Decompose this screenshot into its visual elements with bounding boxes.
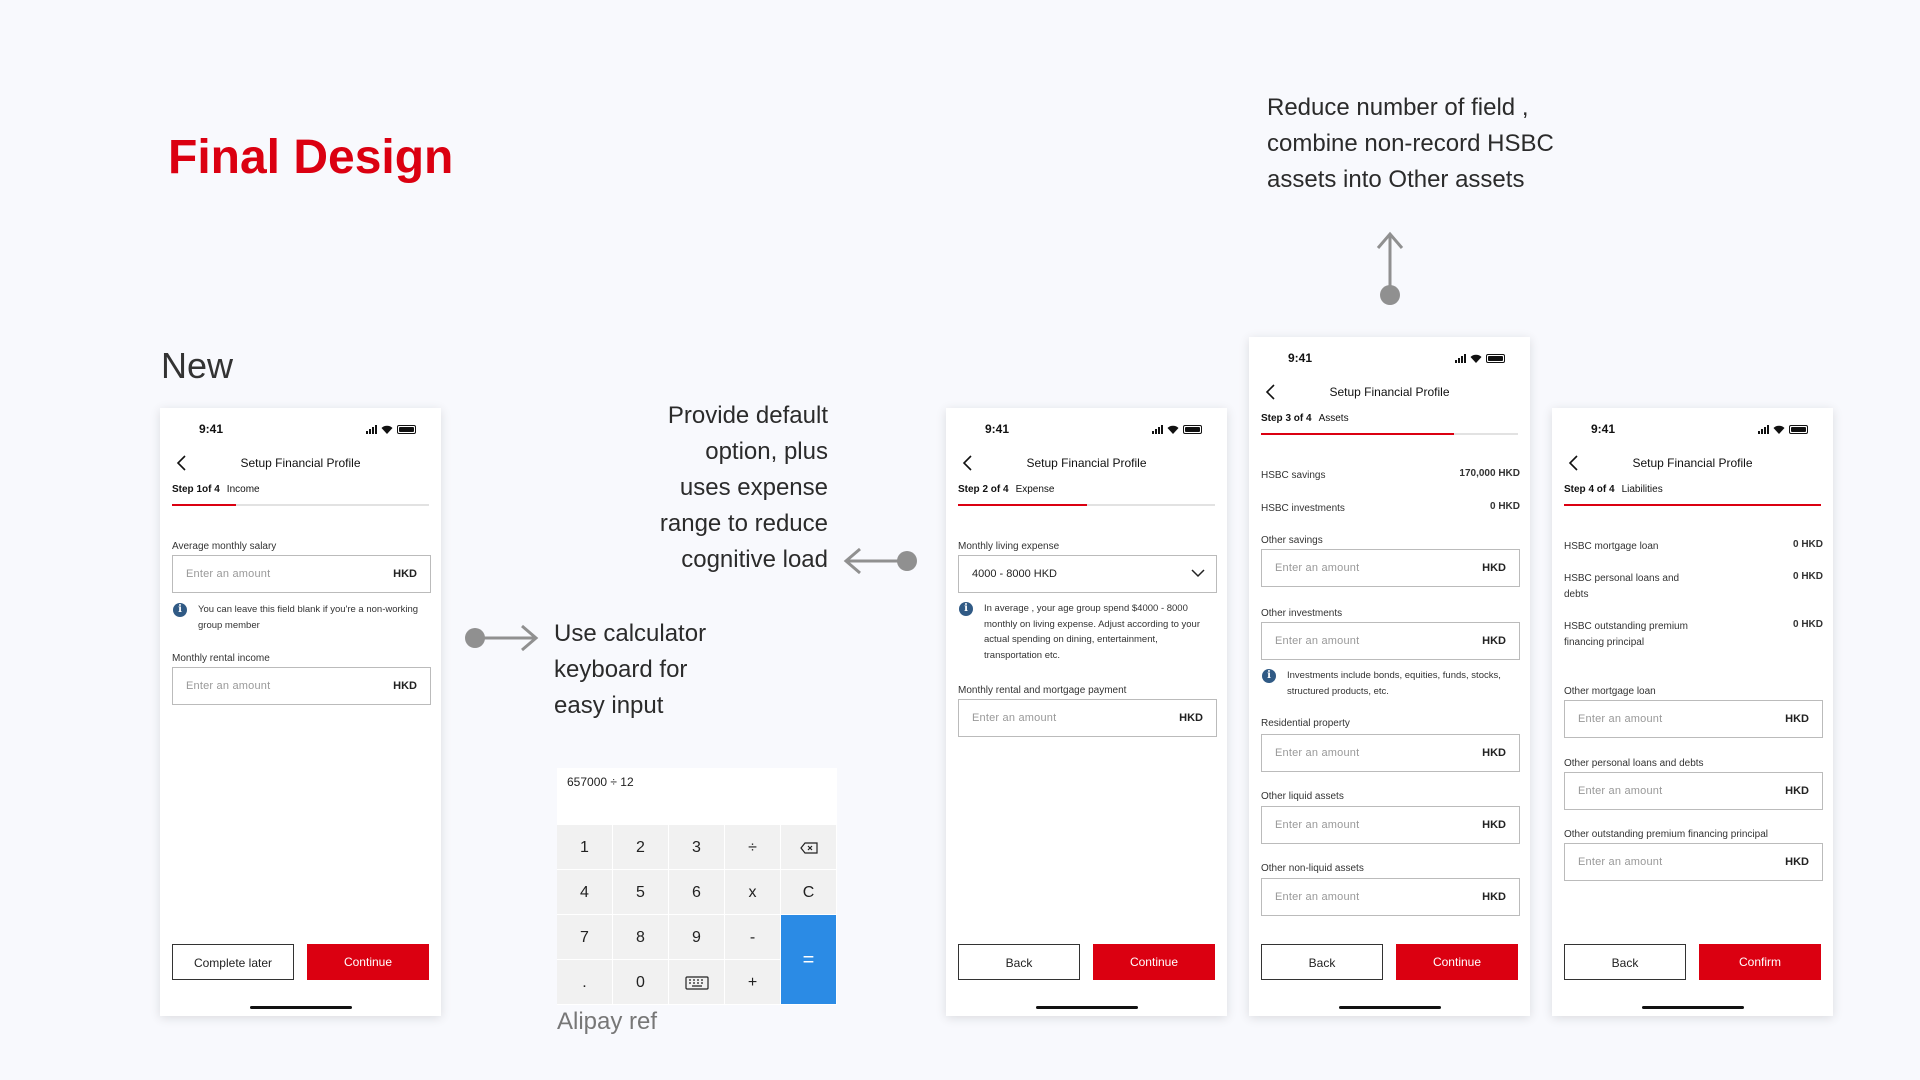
calculator-keypad: [557, 825, 837, 1005]
annotation-line: assets into Other assets: [1267, 166, 1525, 193]
wifi-icon: [1470, 354, 1482, 363]
other-personal-loans-input[interactable]: [1564, 772, 1823, 810]
continue-button[interactable]: Continue: [1093, 944, 1215, 980]
step-indicator: [1564, 484, 1663, 495]
progress-fill: [172, 504, 236, 506]
home-indicator: [250, 1006, 352, 1009]
step-name: Assets: [1318, 413, 1349, 424]
input-placeholder: Enter an amount: [1578, 713, 1663, 725]
residential-property-input[interactable]: [1261, 734, 1520, 772]
step-count: Step 1of 4: [172, 484, 220, 495]
step-indicator: [172, 484, 260, 495]
annotation-line: Reduce number of field ,: [1267, 94, 1529, 121]
row-value: 170,000 HKD: [1459, 468, 1520, 479]
currency-label: HKD: [1785, 785, 1809, 797]
field-label: Monthly rental income: [172, 653, 270, 664]
signal-icon: [366, 425, 377, 434]
currency-label: HKD: [1179, 712, 1203, 724]
page-title: Setup Financial Profile: [240, 456, 361, 470]
input-placeholder: Enter an amount: [1275, 747, 1360, 759]
input-placeholder: Enter an amount: [1275, 635, 1360, 647]
annotation-default-option: [600, 398, 828, 578]
step-name: Expense: [1015, 484, 1055, 495]
annotation-calculator: [554, 616, 706, 724]
status-bar: [946, 422, 1227, 436]
calculator-display: 657000 ÷ 12: [567, 775, 634, 789]
wifi-icon: [1773, 425, 1785, 434]
home-indicator: [1642, 1006, 1744, 1009]
key-1[interactable]: 1: [557, 825, 613, 870]
annotation-line: Provide default: [667, 402, 828, 429]
row-label: HSBC personal loans and debts: [1564, 573, 1680, 600]
back-button[interactable]: Back: [1261, 944, 1383, 980]
status-bar: [1249, 351, 1530, 365]
battery-icon: [1789, 425, 1808, 434]
row-label: HSBC mortgage loan: [1564, 541, 1659, 552]
annotation-line: combine non-record HSBC: [1267, 130, 1554, 157]
signal-icon: [1152, 425, 1163, 434]
signal-icon: [1455, 354, 1466, 363]
key-9[interactable]: 9: [669, 915, 725, 960]
row-label: HSBC outstanding premium financing principal: [1564, 621, 1688, 648]
phone-step-assets: [1249, 337, 1530, 1016]
signal-icon: [1758, 425, 1769, 434]
info-text: Investments include bonds, equities, funds, stocks, structured products, etc.: [1287, 670, 1501, 697]
status-bar: [160, 422, 441, 436]
info-icon: i: [173, 603, 187, 617]
input-placeholder: Enter an amount: [1578, 856, 1663, 868]
backspace-icon[interactable]: [781, 825, 837, 870]
key-equals[interactable]: =: [781, 915, 837, 1005]
home-indicator: [1339, 1006, 1441, 1009]
step-indicator: [1261, 413, 1349, 424]
status-time: 9:41: [1591, 422, 1616, 436]
other-investments-input[interactable]: [1261, 622, 1520, 660]
status-time: 9:41: [199, 422, 224, 436]
other-liquid-assets-input[interactable]: [1261, 806, 1520, 844]
annotation-line: uses expense: [679, 474, 828, 501]
key-divide[interactable]: ÷: [725, 825, 781, 870]
key-7[interactable]: 7: [557, 915, 613, 960]
row-label: HSBC savings: [1261, 470, 1326, 481]
row-value: 0 HKD: [1792, 539, 1823, 550]
step-name: Income: [226, 484, 260, 495]
status-time: 9:41: [1288, 351, 1313, 365]
rental-income-input[interactable]: [172, 667, 431, 705]
section-label-new: New: [161, 345, 234, 386]
field-label: Other savings: [1261, 535, 1323, 546]
right-arrow-icon: [462, 624, 540, 652]
key-3[interactable]: 3: [669, 825, 725, 870]
annotation-line: keyboard for: [554, 656, 688, 683]
step-indicator: [958, 484, 1055, 495]
back-button[interactable]: Back: [958, 944, 1080, 980]
hsbc-investments-row: [1261, 501, 1520, 517]
key-4[interactable]: 4: [557, 870, 613, 915]
key-8[interactable]: 8: [613, 915, 669, 960]
info-icon: i: [959, 602, 973, 616]
field-label: Average monthly salary: [172, 541, 277, 552]
page-title: Setup Financial Profile: [1632, 456, 1753, 470]
alipay-ref-caption: Alipay ref: [557, 1008, 658, 1035]
step-count: Step 2 of 4: [958, 484, 1009, 495]
field-label: Other mortgage loan: [1564, 686, 1656, 697]
continue-button[interactable]: Continue: [1396, 944, 1518, 980]
progress-fill: [958, 504, 1087, 506]
input-placeholder: Enter an amount: [186, 568, 271, 580]
info-note: [172, 602, 431, 633]
continue-button[interactable]: Continue: [307, 944, 429, 980]
info-note: [1261, 668, 1520, 699]
step-progress-bar: [1261, 433, 1518, 435]
hsbc-savings-row: [1261, 468, 1520, 484]
left-arrow-icon: [842, 547, 920, 575]
complete-later-button[interactable]: Complete later: [172, 944, 294, 980]
hsbc-premium-financing-row: [1564, 619, 1823, 651]
calculator-keyboard: [557, 768, 837, 1005]
other-savings-input[interactable]: [1261, 549, 1520, 587]
input-placeholder: Enter an amount: [1275, 819, 1360, 831]
currency-label: HKD: [393, 680, 417, 692]
info-text: You can leave this field blank if you're a non-working group member: [198, 604, 419, 631]
hsbc-mortgage-row: [1564, 539, 1823, 555]
step-progress-bar: [172, 504, 429, 506]
currency-label: HKD: [1785, 856, 1809, 868]
info-text: In average , your age group spend $4000 - 8000 monthly on living expense. Adjust according to your actual spending on dining, entertainment, transportation etc.: [984, 603, 1200, 661]
row-value: 0 HKD: [1489, 501, 1520, 512]
wifi-icon: [381, 425, 393, 434]
currency-label: HKD: [1482, 747, 1506, 759]
input-placeholder: Enter an amount: [186, 680, 271, 692]
annotation-reduce-fields: [1267, 90, 1554, 198]
progress-fill: [1564, 504, 1821, 506]
expense-range-select[interactable]: [958, 555, 1217, 593]
page-heading: Final Design: [168, 131, 454, 184]
salary-input[interactable]: [172, 555, 431, 593]
step-count: Step 3 of 4: [1261, 413, 1312, 424]
page-title: Setup Financial Profile: [1026, 456, 1147, 470]
field-label: Monthly living expense: [958, 541, 1060, 552]
battery-icon: [397, 425, 416, 434]
field-label: Residential property: [1261, 718, 1350, 729]
selected-value: 4000 - 8000 HKD: [972, 568, 1057, 580]
back-button[interactable]: Back: [1564, 944, 1686, 980]
field-label: Other liquid assets: [1261, 791, 1344, 802]
battery-icon: [1486, 354, 1505, 363]
chevron-down-icon: [1191, 568, 1205, 578]
annotation-line: easy input: [554, 692, 664, 719]
mortgage-payment-input[interactable]: [958, 699, 1217, 737]
status-time: 9:41: [985, 422, 1010, 436]
confirm-button[interactable]: Confirm: [1699, 944, 1821, 980]
input-placeholder: Enter an amount: [972, 712, 1057, 724]
progress-fill: [1261, 433, 1454, 435]
row-label: HSBC investments: [1261, 503, 1345, 514]
key-2[interactable]: 2: [613, 825, 669, 870]
phone-step-income: [160, 408, 441, 1016]
status-bar: [1552, 422, 1833, 436]
step-progress-bar: [1564, 504, 1821, 506]
key-clear[interactable]: C: [781, 870, 837, 915]
key-0[interactable]: 0: [613, 960, 669, 1005]
step-progress-bar: [958, 504, 1215, 506]
other-premium-financing-input[interactable]: [1564, 843, 1823, 881]
field-label: Monthly rental and mortgage payment: [958, 685, 1127, 696]
currency-label: HKD: [1482, 819, 1506, 831]
info-icon: i: [1262, 669, 1276, 683]
currency-label: HKD: [393, 568, 417, 580]
key-decimal[interactable]: .: [557, 960, 613, 1005]
step-name: Liabilities: [1621, 484, 1663, 495]
input-placeholder: Enter an amount: [1275, 562, 1360, 574]
field-label: Other outstanding premium financing principal: [1564, 829, 1768, 840]
annotation-line: cognitive load: [681, 546, 828, 573]
up-arrow-icon: [1376, 230, 1404, 306]
currency-label: HKD: [1482, 562, 1506, 574]
home-indicator: [1036, 1006, 1138, 1009]
input-placeholder: Enter an amount: [1275, 891, 1360, 903]
annotation-line: Use calculator: [554, 620, 707, 647]
field-label: Other personal loans and debts: [1564, 758, 1704, 769]
currency-label: HKD: [1482, 891, 1506, 903]
field-label: Other non-liquid assets: [1261, 863, 1364, 874]
info-note: [958, 601, 1217, 663]
currency-label: HKD: [1482, 635, 1506, 647]
field-label: Other investments: [1261, 608, 1343, 619]
currency-label: HKD: [1785, 713, 1809, 725]
phone-step-liabilities: [1552, 408, 1833, 1016]
annotation-line: option, plus: [705, 438, 828, 465]
other-non-liquid-assets-input[interactable]: [1261, 878, 1520, 916]
input-placeholder: Enter an amount: [1578, 785, 1663, 797]
page-title: Setup Financial Profile: [1329, 385, 1450, 399]
phone-step-expense: [946, 408, 1227, 1016]
row-value: 0 HKD: [1792, 619, 1823, 630]
other-mortgage-input[interactable]: [1564, 700, 1823, 738]
keyboard-icon[interactable]: [669, 960, 725, 1005]
key-multiply[interactable]: x: [725, 870, 781, 915]
wifi-icon: [1167, 425, 1179, 434]
key-minus[interactable]: -: [725, 915, 781, 960]
battery-icon: [1183, 425, 1202, 434]
key-5[interactable]: 5: [613, 870, 669, 915]
hsbc-personal-loans-row: [1564, 571, 1823, 603]
row-value: 0 HKD: [1792, 571, 1823, 582]
annotation-line: range to reduce: [659, 510, 828, 537]
key-6[interactable]: 6: [669, 870, 725, 915]
step-count: Step 4 of 4: [1564, 484, 1615, 495]
key-plus[interactable]: +: [725, 960, 781, 1005]
